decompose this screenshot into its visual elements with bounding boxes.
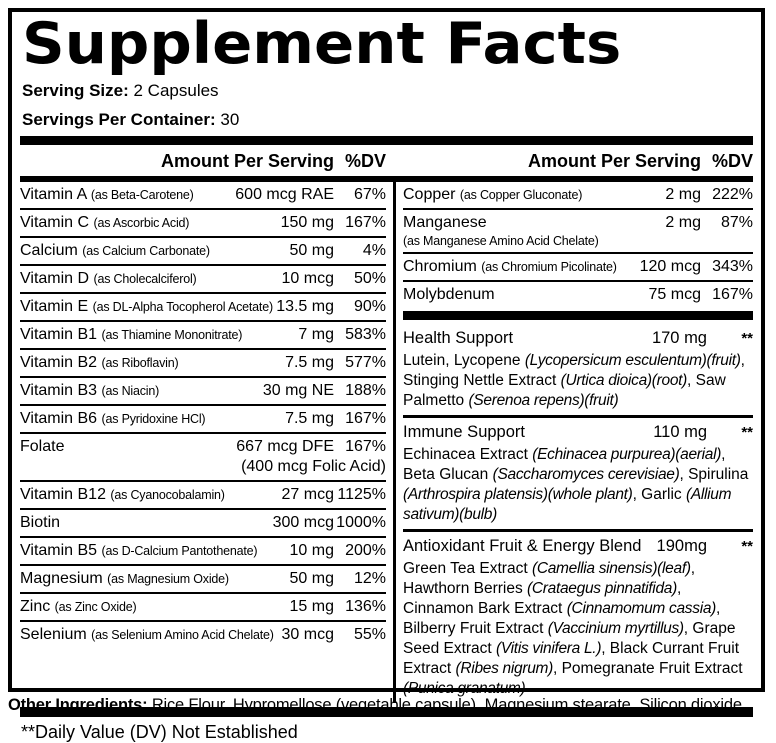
other-ingredients-label: Other Ingredients:	[8, 696, 148, 714]
nutrient-row-line	[20, 541, 386, 561]
nutrient-dv: 87%	[720, 213, 753, 231]
nutrient-amount: 27 mcg	[281, 485, 334, 503]
nutrient-row	[20, 378, 386, 406]
nutrient-form: (as Cyanocobalamin)	[110, 487, 225, 502]
blend-dv: **	[741, 537, 753, 555]
nutrient-amount: 10 mg	[289, 541, 334, 559]
nutrient-amount: 150 mg	[280, 213, 334, 231]
nutrient-form: (as Thiamine Mononitrate)	[101, 327, 243, 342]
amount-per-serving-header-left: Amount Per Serving	[160, 150, 334, 171]
nutrient-row	[403, 254, 753, 282]
nutrient-name: Zinc (as Zinc Oxide)	[20, 597, 137, 615]
serving-size-value: 2 Capsules	[133, 81, 219, 101]
nutrient-row	[403, 182, 753, 210]
latin-name: (Punica granatum)	[403, 679, 526, 697]
nutrient-name: Magnesium (as Magnesium Oxide)	[20, 569, 229, 587]
blend-amount: 190mg	[656, 536, 707, 555]
nutrient-name: Vitamin C (as Ascorbic Acid)	[20, 213, 190, 231]
nutrient-form: (as Cholecalciferol)	[93, 271, 197, 286]
ingredient-text: , Black Currant Fruit Extract	[403, 639, 739, 677]
nutrient-row	[20, 622, 386, 648]
nutrient-dv: 136%	[345, 597, 386, 615]
nutrient-dv: 67%	[353, 185, 386, 203]
dv-header-right: %DV	[711, 150, 753, 171]
nutrient-row-line	[20, 297, 386, 317]
ingredient-text: , Pomegranate Fruit Extract	[552, 659, 743, 677]
nutrient-dv: 1000%	[336, 513, 386, 531]
nutrient-amount: 15 mg	[289, 597, 334, 615]
nutrient-row	[20, 406, 386, 434]
nutrient-form: (as Manganese Amino Acid Chelate)	[403, 233, 599, 248]
blend-row	[403, 415, 753, 529]
nutrient-name: Vitamin E (as DL-Alpha Tocopherol Acetate)	[20, 297, 273, 315]
ingredient-text: , Grape Seed Extract	[403, 619, 736, 657]
ingredient-text: , Garlic	[632, 485, 686, 503]
nutrient-amount-note: (400 mcg Folic Acid)	[241, 457, 386, 475]
nutrient-dv: 167%	[712, 285, 753, 303]
nutrient-form: (as Riboflavin)	[101, 355, 179, 370]
nutrient-amount: 300 mcg	[272, 513, 334, 531]
nutrient-columns	[20, 182, 753, 703]
nutrient-dv: 167%	[345, 437, 386, 455]
nutrient-dv: 200%	[345, 541, 386, 559]
ingredient-text: , Spirulina	[679, 465, 749, 483]
latin-name: (Crataegus pinnatifida)	[527, 579, 677, 597]
nutrient-form: (as Ascorbic Acid)	[93, 215, 190, 230]
nutrient-name: Biotin	[20, 513, 61, 531]
ingredient-text: , Bilberry Fruit Extract	[403, 599, 721, 637]
nutrient-dv: 12%	[353, 569, 386, 587]
right-column-header	[403, 151, 753, 172]
nutrient-row	[403, 282, 753, 308]
nutrient-amount: 667 mcg DFE	[236, 437, 334, 455]
nutrient-name: Vitamin A (as Beta-Carotene)	[20, 185, 194, 203]
nutrient-name: Selenium (as Selenium Amino Acid Chelate)	[20, 625, 274, 643]
nutrient-row	[20, 350, 386, 378]
column-divider	[393, 182, 396, 703]
blend-name: Health Support	[403, 328, 514, 347]
blend-title-line	[403, 328, 753, 349]
nutrient-dv: 577%	[345, 353, 386, 371]
nutrient-name: Vitamin B2 (as Riboflavin)	[20, 353, 179, 371]
nutrient-name: Chromium (as Chromium Picolinate)	[403, 257, 617, 275]
blend-row	[403, 529, 753, 703]
ingredient-text: Lutein, Lycopene	[403, 351, 525, 369]
blend-amount: 170 mg	[651, 328, 707, 347]
serving-size-label: Serving Size:	[22, 81, 129, 101]
nutrient-row-line	[403, 285, 753, 305]
blend-name: Antioxidant Fruit & Energy Blend	[403, 536, 642, 555]
dv-header-left: %DV	[344, 150, 386, 171]
nutrient-form: (as Chromium Picolinate)	[481, 259, 617, 274]
nutrient-row-line	[403, 257, 753, 277]
latin-name: (Lycopersicum esculentum)(fruit)	[524, 351, 741, 369]
nutrient-form: (as Selenium Amino Acid Chelate)	[91, 627, 274, 642]
servings-per-container-label: Servings Per Container:	[22, 109, 216, 129]
latin-name: (Urtica dioica)(root)	[560, 371, 688, 389]
nutrient-name: Vitamin B1 (as Thiamine Mononitrate)	[20, 325, 243, 343]
nutrient-name: Vitamin B12 (as Cyanocobalamin)	[20, 485, 225, 503]
nutrient-form: (as DL-Alpha Tocopherol Acetate)	[92, 299, 273, 314]
nutrient-row	[20, 210, 386, 238]
latin-name: (Vitis vinifera L.)	[496, 639, 602, 657]
separator-bar-top	[20, 136, 753, 145]
nutrient-row	[20, 510, 386, 538]
nutrient-row-line	[20, 381, 386, 401]
nutrient-dv: 222%	[712, 185, 753, 203]
nutrient-form: (as D-Calcium Pantothenate)	[101, 543, 258, 558]
nutrient-form: (as Copper Gluconate)	[459, 187, 583, 202]
nutrient-dv: 50%	[353, 269, 386, 287]
nutrient-name: Vitamin B3 (as Niacin)	[20, 381, 160, 399]
nutrient-name: Vitamin B6 (as Pyridoxine HCl)	[20, 409, 206, 427]
nutrient-row-line	[20, 513, 386, 533]
latin-name: (Arthrospira platensis)(whole plant)	[403, 485, 633, 503]
nutrient-name: Vitamin D (as Cholecalciferol)	[20, 269, 197, 287]
blend-amount: 110 mg	[653, 422, 707, 441]
nutrient-amount: 10 mcg	[281, 269, 334, 287]
servings-per-container-line	[22, 109, 753, 131]
ingredient-text: , Beta Glucan	[403, 445, 726, 483]
nutrient-dv: 343%	[712, 257, 753, 275]
nutrient-row-line	[20, 213, 386, 233]
separator-bar-minerals	[403, 311, 753, 320]
nutrient-dv: 90%	[353, 297, 386, 315]
latin-name: (Echinacea purpurea)(aerial)	[532, 445, 722, 463]
nutrient-row-line	[20, 185, 386, 205]
serving-size-line	[22, 80, 753, 102]
nutrient-row	[20, 566, 386, 594]
nutrient-row	[20, 482, 386, 510]
servings-per-container-value: 30	[220, 109, 240, 129]
nutrient-amount: 2 mg	[665, 185, 701, 203]
nutrient-row	[20, 594, 386, 622]
latin-name: (Serenoa repens)(fruit)	[468, 391, 619, 409]
nutrient-amount: 50 mg	[289, 569, 334, 587]
nutrient-amount: 7.5 mg	[285, 409, 334, 427]
nutrient-form: (as Pyridoxine HCl)	[101, 411, 206, 426]
nutrient-row	[20, 266, 386, 294]
blend-description	[403, 445, 753, 525]
ingredient-text: , Hawthorn Berries	[403, 559, 696, 597]
right-column	[403, 182, 753, 703]
blend-description	[403, 351, 753, 411]
nutrient-name: Vitamin B5 (as D-Calcium Pantothenate)	[20, 541, 258, 559]
latin-name: (Allium sativum)(bulb)	[403, 485, 732, 523]
nutrient-amount: 2 mg	[665, 213, 701, 231]
blend-title-line	[403, 536, 753, 557]
blend-row	[403, 324, 753, 415]
nutrient-row-line	[20, 569, 386, 589]
blend-dv: **	[741, 329, 753, 347]
blend-description	[403, 559, 753, 699]
blend-title-line	[403, 422, 753, 443]
nutrient-row	[20, 434, 386, 482]
nutrient-amount: 30 mcg	[281, 625, 334, 643]
left-rows	[20, 182, 386, 703]
other-ingredients-value: Rice Flour, Hypromellose (vegetable capsule), Magnesium stearate, Silicon dioxide.	[151, 696, 747, 714]
ingredient-text: , Stinging Nettle Extract	[403, 351, 745, 389]
nutrient-dv: 167%	[345, 409, 386, 427]
panel-title: Supplement Facts	[22, 11, 622, 77]
nutrient-form: (as Niacin)	[101, 383, 160, 398]
nutrient-dv: 1125%	[337, 485, 386, 503]
nutrient-row-line	[20, 269, 386, 289]
other-ingredients-line	[8, 696, 774, 715]
nutrient-amount: 7 mg	[298, 325, 334, 343]
nutrient-row-line	[20, 325, 386, 345]
nutrient-row-line	[20, 437, 386, 457]
nutrient-amount: 75 mcg	[648, 285, 701, 303]
ingredient-text: Echinacea Extract	[403, 445, 533, 463]
nutrient-row-line	[20, 409, 386, 429]
nutrient-row-line	[403, 213, 753, 233]
nutrient-row	[20, 322, 386, 350]
nutrient-row	[403, 210, 753, 254]
nutrient-row	[20, 182, 386, 210]
column-headers	[20, 145, 753, 176]
nutrient-name: Manganese	[403, 213, 487, 231]
blend-name: Immune Support	[403, 422, 525, 441]
nutrient-row-line	[20, 597, 386, 617]
latin-name: (Cinnamomum cassia)	[566, 599, 717, 617]
nutrient-name: Copper (as Copper Gluconate)	[403, 185, 583, 203]
nutrient-row-line	[403, 185, 753, 205]
nutrient-dv: 167%	[345, 213, 386, 231]
nutrient-amount: 30 mg NE	[262, 381, 334, 399]
nutrient-form: (as Zinc Oxide)	[54, 599, 137, 614]
right-rows	[403, 182, 753, 308]
nutrient-row	[20, 294, 386, 322]
amount-per-serving-header-right: Amount Per Serving	[527, 150, 701, 171]
nutrient-amount: 600 mcg RAE	[235, 185, 334, 203]
nutrient-row-line	[20, 353, 386, 373]
nutrient-row	[20, 238, 386, 266]
nutrient-dv: 4%	[362, 241, 386, 259]
nutrient-amount: 13.5 mg	[276, 297, 334, 315]
nutrient-amount: 50 mg	[289, 241, 334, 259]
nutrient-row-line	[20, 485, 386, 505]
nutrient-dv: 188%	[345, 381, 386, 399]
blend-dv: **	[741, 423, 753, 441]
nutrient-dv: 55%	[353, 625, 386, 643]
nutrient-form: (as Magnesium Oxide)	[107, 571, 229, 586]
latin-name: (Vaccinium myrtillus)	[547, 619, 684, 637]
nutrient-amount: 120 mcg	[639, 257, 701, 275]
latin-name: (Saccharomyces cerevisiae)	[492, 465, 680, 483]
nutrient-row	[20, 538, 386, 566]
nutrient-name: Folate	[20, 437, 65, 455]
ingredient-text: , Cinnamon Bark Extract	[403, 579, 682, 617]
left-column-header	[20, 151, 386, 172]
ingredient-text: , Saw Palmetto	[403, 371, 726, 409]
nutrient-name: Calcium (as Calcium Carbonate)	[20, 241, 210, 259]
nutrient-dv: 583%	[345, 325, 386, 343]
dv-footnote: **Daily Value (DV) Not Established	[21, 721, 298, 742]
nutrient-row-line	[20, 625, 386, 645]
nutrient-form: (as Calcium Carbonate)	[82, 243, 210, 258]
ingredient-text: Green Tea Extract	[403, 559, 532, 577]
nutrient-row-line	[20, 241, 386, 261]
blend-list	[403, 324, 753, 703]
nutrient-form: (as Beta-Carotene)	[90, 187, 194, 202]
nutrient-name: Molybdenum	[403, 285, 495, 303]
latin-name: (Ribes nigrum)	[455, 659, 553, 677]
nutrient-amount: 7.5 mg	[285, 353, 334, 371]
latin-name: (Camellia sinensis)(leaf)	[531, 559, 691, 577]
